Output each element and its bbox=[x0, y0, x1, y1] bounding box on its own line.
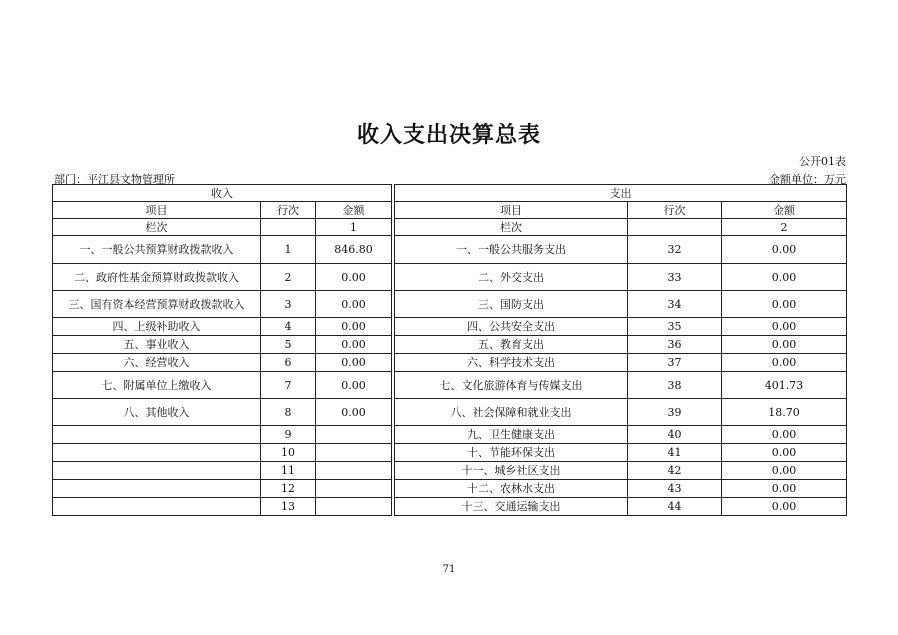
expense-item: 五、教育支出 bbox=[395, 336, 628, 354]
expense-amount: 0.00 bbox=[722, 318, 847, 336]
expense-amount: 0.00 bbox=[722, 426, 847, 444]
expense-section-header: 支出 bbox=[395, 185, 847, 202]
income-amount bbox=[316, 462, 392, 480]
table-row bbox=[53, 336, 847, 354]
column-number-row bbox=[53, 219, 847, 236]
expense-amount: 0.00 bbox=[722, 498, 847, 516]
income-section-header: 收入 bbox=[53, 185, 392, 202]
table-row bbox=[53, 444, 847, 462]
income-column-number: 1 bbox=[316, 219, 392, 236]
table-row bbox=[53, 372, 847, 399]
expense-amount: 0.00 bbox=[722, 354, 847, 372]
table-row bbox=[53, 354, 847, 372]
income-amount bbox=[316, 480, 392, 498]
income-item: 一、一般公共预算财政拨款收入 bbox=[53, 236, 261, 264]
income-amount: 0.00 bbox=[316, 399, 392, 426]
expense-item: 三、国防支出 bbox=[395, 291, 628, 318]
income-item-header: 项目 bbox=[53, 202, 261, 219]
expense-line-no: 41 bbox=[628, 444, 722, 462]
income-line-no: 5 bbox=[261, 336, 316, 354]
income-item: 四、上级补助收入 bbox=[53, 318, 261, 336]
table-row bbox=[53, 462, 847, 480]
income-item bbox=[53, 498, 261, 516]
income-line-no: 8 bbox=[261, 399, 316, 426]
expense-amount: 18.70 bbox=[722, 399, 847, 426]
income-item: 八、其他收入 bbox=[53, 399, 261, 426]
expense-amount-header: 金额 bbox=[722, 202, 847, 219]
expense-line-no: 44 bbox=[628, 498, 722, 516]
expense-line-no: 39 bbox=[628, 399, 722, 426]
table-row bbox=[53, 264, 847, 291]
department-label: 部门：平江县文物管理所 bbox=[54, 173, 175, 186]
income-item: 六、经营收入 bbox=[53, 354, 261, 372]
income-item: 五、事业收入 bbox=[53, 336, 261, 354]
expense-amount: 0.00 bbox=[722, 480, 847, 498]
income-amount bbox=[316, 426, 392, 444]
income-line-no: 10 bbox=[261, 444, 316, 462]
income-expense-table bbox=[52, 184, 847, 516]
income-line-no: 6 bbox=[261, 354, 316, 372]
income-line-no: 11 bbox=[261, 462, 316, 480]
income-item: 三、国有资本经营预算财政拨款收入 bbox=[53, 291, 261, 318]
table-row bbox=[53, 426, 847, 444]
expense-item: 十三、交通运输支出 bbox=[395, 498, 628, 516]
table-row bbox=[53, 399, 847, 426]
section-header-row bbox=[53, 185, 847, 202]
expense-amount: 401.73 bbox=[722, 372, 847, 399]
table-row bbox=[53, 318, 847, 336]
income-amount: 0.00 bbox=[316, 372, 392, 399]
income-column-number-label: 栏次 bbox=[53, 219, 261, 236]
expense-amount: 0.00 bbox=[722, 236, 847, 264]
expense-amount: 0.00 bbox=[722, 462, 847, 480]
expense-item: 八、社会保障和就业支出 bbox=[395, 399, 628, 426]
income-line-no: 4 bbox=[261, 318, 316, 336]
table-body bbox=[53, 185, 847, 516]
income-line-no: 1 bbox=[261, 236, 316, 264]
income-amount-header: 金额 bbox=[316, 202, 392, 219]
income-item bbox=[53, 480, 261, 498]
income-line-no: 12 bbox=[261, 480, 316, 498]
expense-item: 十一、城乡社区支出 bbox=[395, 462, 628, 480]
income-line-no: 9 bbox=[261, 426, 316, 444]
expense-item: 十二、农林水支出 bbox=[395, 480, 628, 498]
income-item bbox=[53, 462, 261, 480]
table-row bbox=[53, 498, 847, 516]
expense-line-no: 34 bbox=[628, 291, 722, 318]
expense-line-no: 33 bbox=[628, 264, 722, 291]
page-title: 收入支出决算总表 bbox=[356, 122, 541, 148]
form-number: 公开01表 bbox=[799, 155, 846, 168]
expense-item: 四、公共安全支出 bbox=[395, 318, 628, 336]
income-line-no: 2 bbox=[261, 264, 316, 291]
empty-cell bbox=[628, 219, 722, 236]
income-line-no: 3 bbox=[261, 291, 316, 318]
income-amount: 0.00 bbox=[316, 264, 392, 291]
expense-line-no: 40 bbox=[628, 426, 722, 444]
income-amount bbox=[316, 498, 392, 516]
expense-item: 六、科学技术支出 bbox=[395, 354, 628, 372]
income-amount: 0.00 bbox=[316, 354, 392, 372]
income-line-header: 行次 bbox=[261, 202, 316, 219]
income-item: 七、附属单位上缴收入 bbox=[53, 372, 261, 399]
income-amount: 0.00 bbox=[316, 318, 392, 336]
expense-line-no: 35 bbox=[628, 318, 722, 336]
expense-line-no: 36 bbox=[628, 336, 722, 354]
expense-line-no: 42 bbox=[628, 462, 722, 480]
expense-item: 一、一般公共服务支出 bbox=[395, 236, 628, 264]
income-amount: 0.00 bbox=[316, 291, 392, 318]
income-amount: 846.80 bbox=[316, 236, 392, 264]
income-amount: 0.00 bbox=[316, 336, 392, 354]
expense-column-number-label: 栏次 bbox=[395, 219, 628, 236]
expense-line-no: 38 bbox=[628, 372, 722, 399]
expense-amount: 0.00 bbox=[722, 291, 847, 318]
income-line-no: 7 bbox=[261, 372, 316, 399]
table-row bbox=[53, 291, 847, 318]
income-item bbox=[53, 444, 261, 462]
expense-amount: 0.00 bbox=[722, 336, 847, 354]
expense-item: 九、卫生健康支出 bbox=[395, 426, 628, 444]
expense-line-no: 37 bbox=[628, 354, 722, 372]
table-row bbox=[53, 236, 847, 264]
expense-item: 七、文化旅游体育与传媒支出 bbox=[395, 372, 628, 399]
amount-unit-label: 金额单位：万元 bbox=[769, 173, 846, 186]
column-header-row bbox=[53, 202, 847, 219]
expense-column-number: 2 bbox=[722, 219, 847, 236]
income-item: 二、政府性基金预算财政拨款收入 bbox=[53, 264, 261, 291]
expense-item: 十、节能环保支出 bbox=[395, 444, 628, 462]
income-amount bbox=[316, 444, 392, 462]
expense-amount: 0.00 bbox=[722, 444, 847, 462]
expense-line-header: 行次 bbox=[628, 202, 722, 219]
expense-amount: 0.00 bbox=[722, 264, 847, 291]
table-row bbox=[53, 480, 847, 498]
income-item bbox=[53, 426, 261, 444]
income-line-no: 13 bbox=[261, 498, 316, 516]
expense-line-no: 32 bbox=[628, 236, 722, 264]
page-number: 71 bbox=[442, 564, 456, 575]
expense-item: 二、外交支出 bbox=[395, 264, 628, 291]
expense-item-header: 项目 bbox=[395, 202, 628, 219]
expense-line-no: 43 bbox=[628, 480, 722, 498]
empty-cell bbox=[261, 219, 316, 236]
